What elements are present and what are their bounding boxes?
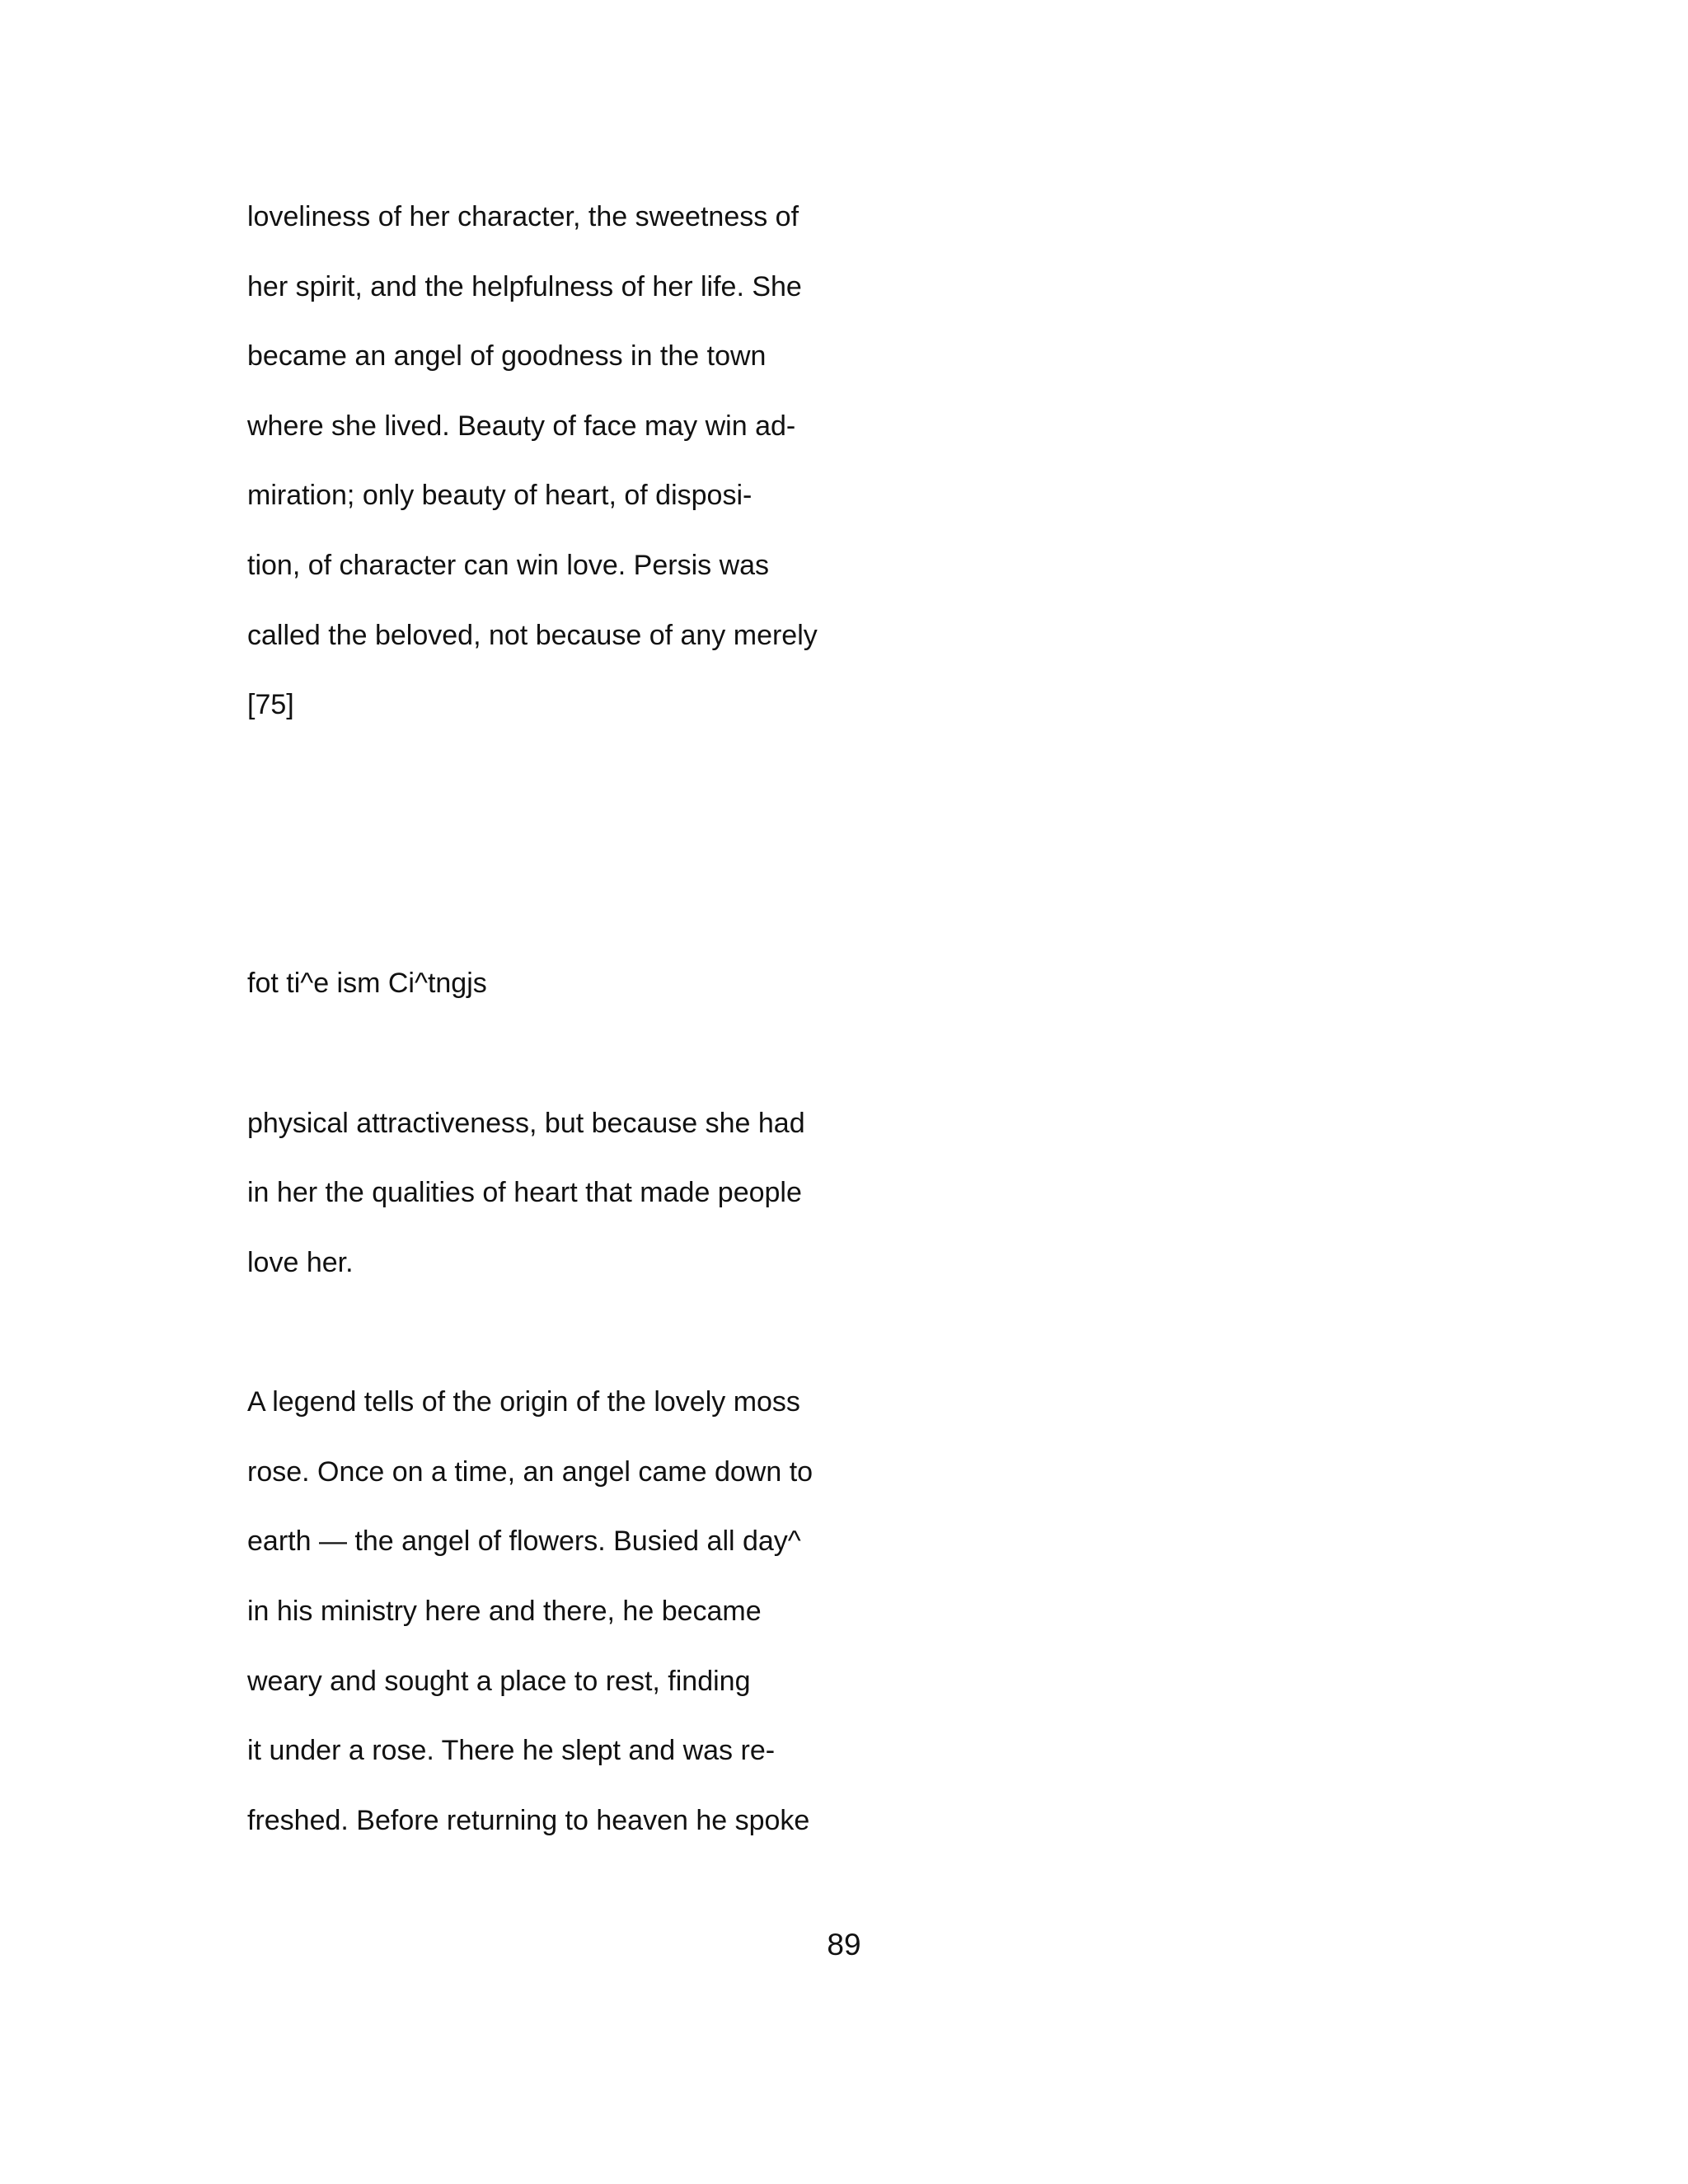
- text-line: miration; only beauty of heart, of disposi-: [247, 480, 753, 511]
- text-line: in his ministry here and there, he became: [247, 1596, 762, 1627]
- text-line: in her the qualities of heart that made people: [247, 1177, 802, 1208]
- text-line: weary and sought a place to rest, finding: [247, 1666, 751, 1697]
- page-number: 89: [827, 1928, 861, 1961]
- text-line: A legend tells of the origin of the lovely moss: [247, 1386, 800, 1418]
- text-line: where she lived. Beauty of face may win ad-: [247, 410, 796, 442]
- text-line: freshed. Before returning to heaven he spoke: [247, 1805, 810, 1836]
- text-line: rose. Once on a time, an angel came down to: [247, 1456, 814, 1488]
- text-line: became an angel of goodness in the town: [247, 340, 767, 372]
- original-page-marker: [75]: [247, 689, 294, 720]
- text-line: loveliness of her character, the sweetness of: [247, 201, 799, 232]
- text-line: her spirit, and the helpfulness of her life. She: [247, 271, 802, 302]
- text-line: earth — the angel of flowers. Busied all day^: [247, 1526, 801, 1557]
- text-line: called the beloved, not because of any merely: [247, 620, 818, 651]
- text-line: physical attractiveness, but because she had: [247, 1108, 805, 1139]
- running-header: fot ti^e ism Ci^tngjs: [247, 968, 487, 999]
- text-line: tion, of character can win love. Persis was: [247, 550, 770, 581]
- text-line: it under a rose. There he slept and was re-: [247, 1735, 776, 1766]
- text-line: love her.: [247, 1247, 354, 1278]
